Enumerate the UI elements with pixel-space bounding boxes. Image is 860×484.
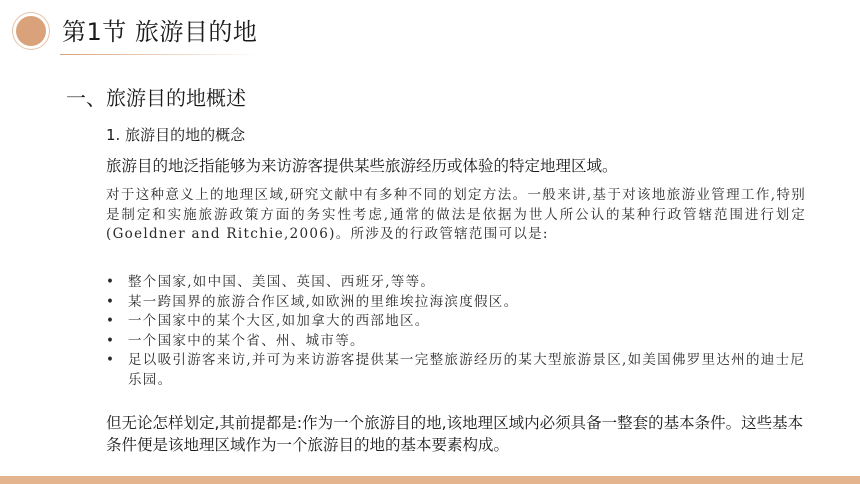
list-item bbox=[106, 293, 806, 313]
list-item bbox=[106, 332, 806, 352]
list-item bbox=[106, 351, 806, 390]
list-item bbox=[106, 273, 806, 293]
bullet-icon: • bbox=[106, 274, 116, 290]
list-item-text: 一个国家中的某个省、州、城市等。 bbox=[128, 332, 365, 349]
list-item-text: 足以吸引游客来访,并可为来访游客提供某一完整旅游经历的某大型旅游景区,如美国佛罗里达州的迪士尼乐园。 bbox=[128, 352, 806, 388]
body-paragraph: 对于这种意义上的地理区域,研究文献中有多种不同的划定方法。一般来讲,基于对该地旅游业管理工作,特别是制定和实施旅游政策方面的务实性考虑,通常的做法是依据为世人所公认的某种行政管辖范围进行划定(Goeldner and Ritchie,2006)。所涉及的行政管辖范围可以是: bbox=[106, 187, 806, 243]
bullet-icon: • bbox=[106, 352, 116, 369]
subsection-heading: 1. 旅游目的地的概念 bbox=[106, 126, 246, 144]
conclusion-paragraph: 但无论怎样划定,其前提都是:作为一个旅游目的地,该地理区域内必须具备一整套的基本条件。这些基本条件便是该地理区域作为一个旅游目的地的基本要素构成。 bbox=[106, 414, 804, 454]
bullet-icon: • bbox=[106, 293, 116, 310]
bullet-icon: • bbox=[106, 332, 116, 349]
list-item-text: 某一跨国界的旅游合作区域,如欧洲的里维埃拉海滨度假区。 bbox=[128, 293, 519, 310]
list-item-text: 一个国家中的某个大区,如加拿大的西部地区。 bbox=[128, 313, 430, 330]
circle-icon bbox=[16, 16, 46, 46]
section-heading: 一、旅游目的地概述 bbox=[66, 86, 246, 110]
bullet-list bbox=[106, 273, 806, 391]
definition-text: 旅游目的地泛指能够为来访游客提供某些旅游经历或体验的特定地理区域。 bbox=[106, 157, 618, 175]
list-item bbox=[106, 312, 806, 332]
title-underline bbox=[60, 54, 260, 55]
list-item-text: 整个国家,如中国、美国、英国、西班牙,等等。 bbox=[128, 274, 436, 290]
page-title: 第1节 旅游目的地 bbox=[62, 18, 258, 46]
bullet-icon: • bbox=[106, 313, 116, 330]
bottom-bar bbox=[0, 476, 860, 484]
